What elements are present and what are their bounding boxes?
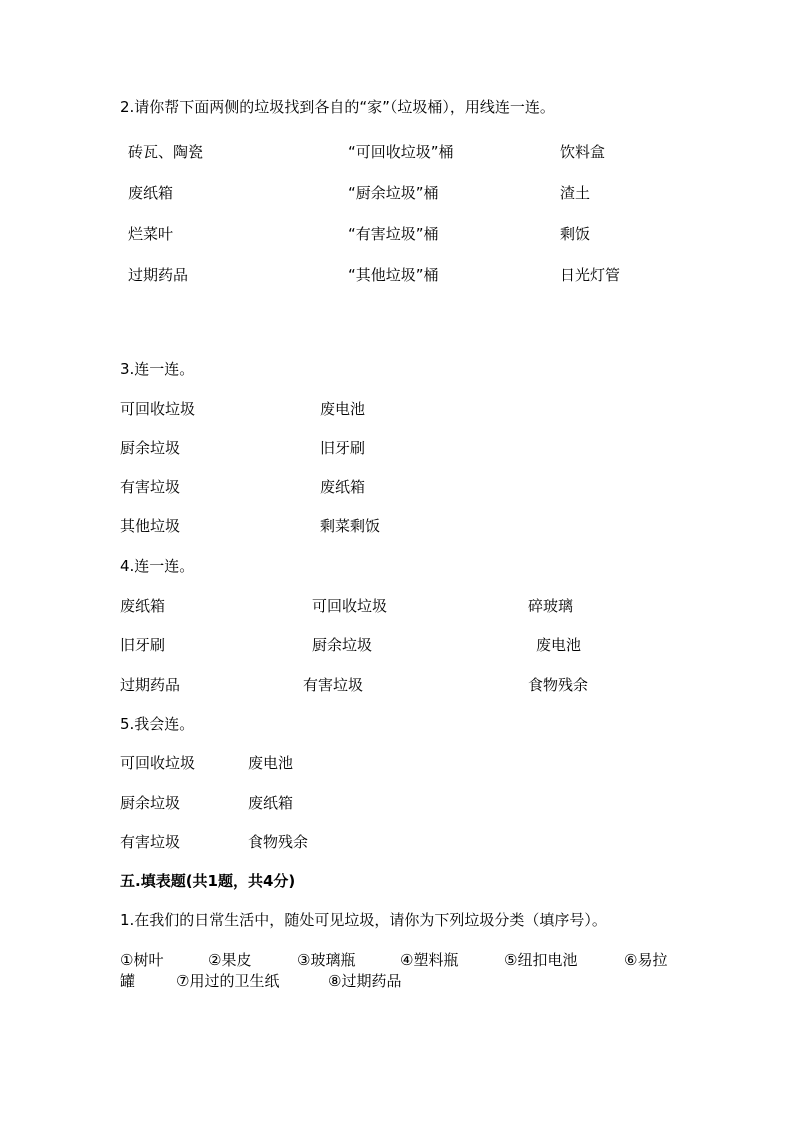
q4-middle-item: 有害垃圾 [303,676,364,694]
q2-left-item: 过期药品 [128,266,189,284]
section-heading: 五.填表题(共1题，共4分) [120,872,296,890]
q4-right-item: 废电池 [536,636,582,654]
waste-option: ①树叶 [120,951,164,969]
q4-left-item: 废纸箱 [120,597,166,615]
q3-left-item: 可回收垃圾 [120,400,196,418]
q3-right-item: 废电池 [320,400,366,418]
q5-title: 5.我会连。 [120,715,195,733]
waste-option: ⑦用过的卫生纸 [176,972,280,990]
waste-option: ⑤纽扣电池 [504,951,578,969]
q2-bin-item: “有害垃圾”桶 [348,225,439,243]
q5-left-item: 可回收垃圾 [120,754,196,772]
q2-bin-item: “可回收垃圾”桶 [348,143,454,161]
waste-option: ③玻璃瓶 [297,951,356,969]
q3-right-item: 剩菜剩饭 [320,517,381,535]
q3-right-item: 废纸箱 [320,478,366,496]
q4-title: 4.连一连。 [120,557,195,575]
q2-left-item: 废纸箱 [128,184,174,202]
q2-bin-item: “其他垃圾”桶 [348,266,439,284]
q5-left-item: 有害垃圾 [120,833,181,851]
q2-right-item: 日光灯管 [560,266,621,284]
q4-right-item: 碎玻璃 [528,597,574,615]
q5-right-item: 废电池 [248,754,294,772]
q2-left-item: 烂菜叶 [128,225,174,243]
q2-right-item: 饮料盒 [560,143,606,161]
q4-left-item: 旧牙刷 [120,636,166,654]
waste-option: ④塑料瓶 [400,951,459,969]
q3-title: 3.连一连。 [120,360,195,378]
waste-option: ⑥易拉 [624,951,668,969]
q4-right-item: 食物残余 [528,676,589,694]
waste-option: ②果皮 [208,951,252,969]
q3-left-item: 其他垃圾 [120,517,181,535]
q4-middle-item: 可回收垃圾 [312,597,388,615]
q2-right-item: 剩饭 [560,225,591,243]
q2-right-item: 渣土 [560,184,591,202]
waste-option: ⑧过期药品 [328,972,402,990]
waste-option: 罐 [120,972,136,990]
q3-left-item: 厨余垃圾 [120,439,181,457]
q5-right-item: 食物残余 [248,833,309,851]
section5-q1-title: 1.在我们的日常生活中，随处可见垃圾，请你为下列垃圾分类（填序号）。 [120,911,607,929]
q3-left-item: 有害垃圾 [120,478,181,496]
q2-left-item: 砖瓦、陶瓷 [128,143,204,161]
q2-title: 2.请你帮下面两侧的垃圾找到各自的“家”（垃圾桶），用线连一连。 [120,98,555,116]
q4-middle-item: 厨余垃圾 [312,636,373,654]
q5-right-item: 废纸箱 [248,794,294,812]
q3-right-item: 旧牙刷 [320,439,366,457]
q2-bin-item: “厨余垃圾”桶 [348,184,439,202]
q5-left-item: 厨余垃圾 [120,794,181,812]
q4-left-item: 过期药品 [120,676,181,694]
